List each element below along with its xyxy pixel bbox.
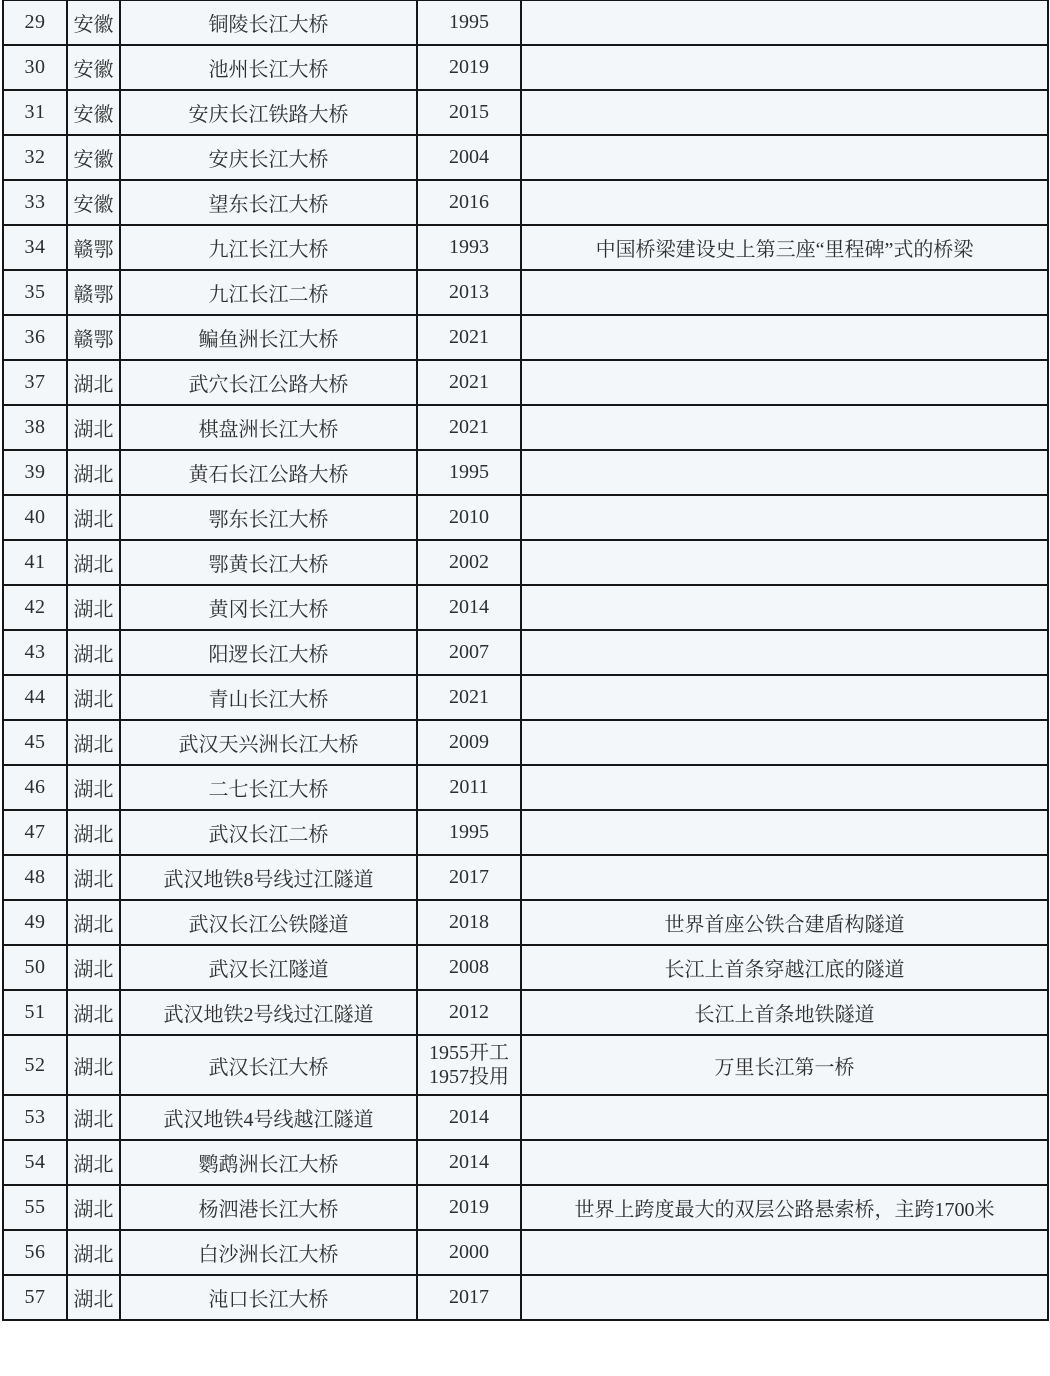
bridge-name-cell: 黄石长江公路大桥 (120, 450, 417, 495)
table-row (3, 180, 1048, 225)
province-cell: 安徽 (67, 45, 120, 90)
note-cell (521, 585, 1048, 630)
row-number-cell: 43 (3, 630, 67, 675)
bridge-name-cell: 鳊鱼洲长江大桥 (120, 315, 417, 360)
table-row (3, 900, 1048, 945)
province-cell: 湖北 (67, 810, 120, 855)
note-cell (521, 450, 1048, 495)
note-cell (521, 675, 1048, 720)
row-number-cell: 50 (3, 945, 67, 990)
note-cell (521, 270, 1048, 315)
bridge-name-cell: 武汉天兴洲长江大桥 (120, 720, 417, 765)
year-cell: 2000 (417, 1230, 521, 1275)
year-cell: 1995 (417, 0, 521, 45)
note-cell (521, 495, 1048, 540)
note-cell (521, 855, 1048, 900)
table-row (3, 585, 1048, 630)
row-number-cell: 42 (3, 585, 67, 630)
bridge-name-cell: 武汉地铁4号线越江隧道 (120, 1095, 417, 1140)
bridge-name-cell: 武汉长江隧道 (120, 945, 417, 990)
year-cell: 1955开工 1957投用 (417, 1035, 521, 1095)
table-row (3, 90, 1048, 135)
bridge-name-cell: 池州长江大桥 (120, 45, 417, 90)
year-cell: 2021 (417, 405, 521, 450)
bridge-name-cell: 武汉长江二桥 (120, 810, 417, 855)
row-number-cell: 41 (3, 540, 67, 585)
table-row (3, 855, 1048, 900)
year-cell: 2014 (417, 585, 521, 630)
year-cell: 1993 (417, 225, 521, 270)
year-cell: 2021 (417, 360, 521, 405)
bridge-name-cell: 武汉地铁2号线过江隧道 (120, 990, 417, 1035)
bridge-table (2, 0, 1049, 1321)
province-cell: 湖北 (67, 720, 120, 765)
province-cell: 安徽 (67, 135, 120, 180)
bridge-name-cell: 黄冈长江大桥 (120, 585, 417, 630)
row-number-cell: 48 (3, 855, 67, 900)
year-cell: 2007 (417, 630, 521, 675)
bridge-name-cell: 棋盘洲长江大桥 (120, 405, 417, 450)
bridge-name-cell: 铜陵长江大桥 (120, 0, 417, 45)
province-cell: 湖北 (67, 990, 120, 1035)
table-row (3, 1140, 1048, 1185)
table-row (3, 225, 1048, 270)
bridge-name-cell: 望东长江大桥 (120, 180, 417, 225)
bridge-name-cell: 武汉长江公铁隧道 (120, 900, 417, 945)
bridge-name-cell: 九江长江大桥 (120, 225, 417, 270)
year-cell: 1995 (417, 810, 521, 855)
row-number-cell: 36 (3, 315, 67, 360)
province-cell: 湖北 (67, 675, 120, 720)
row-number-cell: 38 (3, 405, 67, 450)
bridge-name-cell: 武穴长江公路大桥 (120, 360, 417, 405)
row-number-cell: 37 (3, 360, 67, 405)
province-cell: 赣鄂 (67, 225, 120, 270)
bridge-name-cell: 阳逻长江大桥 (120, 630, 417, 675)
province-cell: 湖北 (67, 765, 120, 810)
bridge-name-cell: 武汉地铁8号线过江隧道 (120, 855, 417, 900)
province-cell: 湖北 (67, 1230, 120, 1275)
note-cell: 中国桥梁建设史上第三座“里程碑”式的桥梁 (521, 225, 1048, 270)
bridge-name-cell: 九江长江二桥 (120, 270, 417, 315)
bridge-name-cell: 二七长江大桥 (120, 765, 417, 810)
bridge-name-cell: 鄂黄长江大桥 (120, 540, 417, 585)
year-cell: 2019 (417, 45, 521, 90)
row-number-cell: 54 (3, 1140, 67, 1185)
bridge-table-body (3, 0, 1048, 1320)
year-cell: 2008 (417, 945, 521, 990)
note-cell (521, 1095, 1048, 1140)
row-number-cell: 52 (3, 1035, 67, 1095)
table-row (3, 1275, 1048, 1320)
row-number-cell: 53 (3, 1095, 67, 1140)
note-cell (521, 360, 1048, 405)
province-cell: 湖北 (67, 1275, 120, 1320)
bridge-name-cell: 白沙洲长江大桥 (120, 1230, 417, 1275)
province-cell: 湖北 (67, 945, 120, 990)
province-cell: 湖北 (67, 855, 120, 900)
row-number-cell: 47 (3, 810, 67, 855)
note-cell (521, 1230, 1048, 1275)
note-cell (521, 765, 1048, 810)
row-number-cell: 45 (3, 720, 67, 765)
bridge-name-cell: 武汉长江大桥 (120, 1035, 417, 1095)
note-cell (521, 405, 1048, 450)
year-cell: 2010 (417, 495, 521, 540)
table-container (2, 0, 1049, 1321)
year-cell: 2011 (417, 765, 521, 810)
row-number-cell: 40 (3, 495, 67, 540)
province-cell: 湖北 (67, 540, 120, 585)
row-number-cell: 29 (3, 0, 67, 45)
bridge-name-cell: 鄂东长江大桥 (120, 495, 417, 540)
note-cell: 长江上首条穿越江底的隧道 (521, 945, 1048, 990)
table-row (3, 945, 1048, 990)
province-cell: 湖北 (67, 450, 120, 495)
province-cell: 赣鄂 (67, 315, 120, 360)
table-row (3, 315, 1048, 360)
province-cell: 湖北 (67, 630, 120, 675)
year-cell: 2004 (417, 135, 521, 180)
row-number-cell: 35 (3, 270, 67, 315)
year-cell: 2015 (417, 90, 521, 135)
table-row (3, 630, 1048, 675)
year-cell: 2014 (417, 1095, 521, 1140)
note-cell (521, 45, 1048, 90)
row-number-cell: 55 (3, 1185, 67, 1230)
note-cell (521, 1275, 1048, 1320)
table-row (3, 1185, 1048, 1230)
note-cell (521, 90, 1048, 135)
province-cell: 湖北 (67, 900, 120, 945)
row-number-cell: 44 (3, 675, 67, 720)
year-cell: 2019 (417, 1185, 521, 1230)
row-number-cell: 30 (3, 45, 67, 90)
table-row (3, 675, 1048, 720)
province-cell: 湖北 (67, 1140, 120, 1185)
row-number-cell: 33 (3, 180, 67, 225)
note-cell (521, 0, 1048, 45)
year-cell: 1995 (417, 450, 521, 495)
note-cell: 世界首座公铁合建盾构隧道 (521, 900, 1048, 945)
year-cell: 2021 (417, 675, 521, 720)
table-row (3, 990, 1048, 1035)
year-cell: 2021 (417, 315, 521, 360)
year-cell: 2009 (417, 720, 521, 765)
note-cell (521, 630, 1048, 675)
year-cell: 2014 (417, 1140, 521, 1185)
year-cell: 2017 (417, 1275, 521, 1320)
province-cell: 湖北 (67, 1035, 120, 1095)
year-cell: 2002 (417, 540, 521, 585)
row-number-cell: 57 (3, 1275, 67, 1320)
table-row (3, 360, 1048, 405)
table-row (3, 135, 1048, 180)
bridge-name-cell: 安庆长江大桥 (120, 135, 417, 180)
province-cell: 湖北 (67, 1185, 120, 1230)
table-row (3, 1230, 1048, 1275)
table-row (3, 765, 1048, 810)
row-number-cell: 32 (3, 135, 67, 180)
row-number-cell: 39 (3, 450, 67, 495)
note-cell (521, 315, 1048, 360)
note-cell (521, 1140, 1048, 1185)
bridge-name-cell: 青山长江大桥 (120, 675, 417, 720)
province-cell: 湖北 (67, 495, 120, 540)
province-cell: 安徽 (67, 90, 120, 135)
note-cell (521, 180, 1048, 225)
province-cell: 湖北 (67, 585, 120, 630)
table-row (3, 45, 1048, 90)
province-cell: 湖北 (67, 405, 120, 450)
row-number-cell: 46 (3, 765, 67, 810)
province-cell: 赣鄂 (67, 270, 120, 315)
table-row (3, 405, 1048, 450)
note-cell (521, 810, 1048, 855)
table-row (3, 1095, 1048, 1140)
bridge-name-cell: 沌口长江大桥 (120, 1275, 417, 1320)
table-row (3, 810, 1048, 855)
table-row (3, 0, 1048, 45)
bridge-name-cell: 安庆长江铁路大桥 (120, 90, 417, 135)
table-row (3, 720, 1048, 765)
province-cell: 安徽 (67, 180, 120, 225)
note-cell: 世界上跨度最大的双层公路悬索桥，主跨1700米 (521, 1185, 1048, 1230)
bridge-name-cell: 杨泗港长江大桥 (120, 1185, 417, 1230)
row-number-cell: 49 (3, 900, 67, 945)
table-row (3, 540, 1048, 585)
year-cell: 2012 (417, 990, 521, 1035)
row-number-cell: 31 (3, 90, 67, 135)
note-cell (521, 135, 1048, 180)
province-cell: 湖北 (67, 1095, 120, 1140)
row-number-cell: 56 (3, 1230, 67, 1275)
row-number-cell: 51 (3, 990, 67, 1035)
note-cell: 万里长江第一桥 (521, 1035, 1048, 1095)
province-cell: 安徽 (67, 0, 120, 45)
bridge-name-cell: 鹦鹉洲长江大桥 (120, 1140, 417, 1185)
year-cell: 2016 (417, 180, 521, 225)
row-number-cell: 34 (3, 225, 67, 270)
table-row (3, 495, 1048, 540)
note-cell (521, 540, 1048, 585)
table-row (3, 450, 1048, 495)
table-row (3, 1035, 1048, 1095)
note-cell (521, 720, 1048, 765)
year-cell: 2018 (417, 900, 521, 945)
note-cell: 长江上首条地铁隧道 (521, 990, 1048, 1035)
table-row (3, 270, 1048, 315)
year-cell: 2013 (417, 270, 521, 315)
year-cell: 2017 (417, 855, 521, 900)
province-cell: 湖北 (67, 360, 120, 405)
